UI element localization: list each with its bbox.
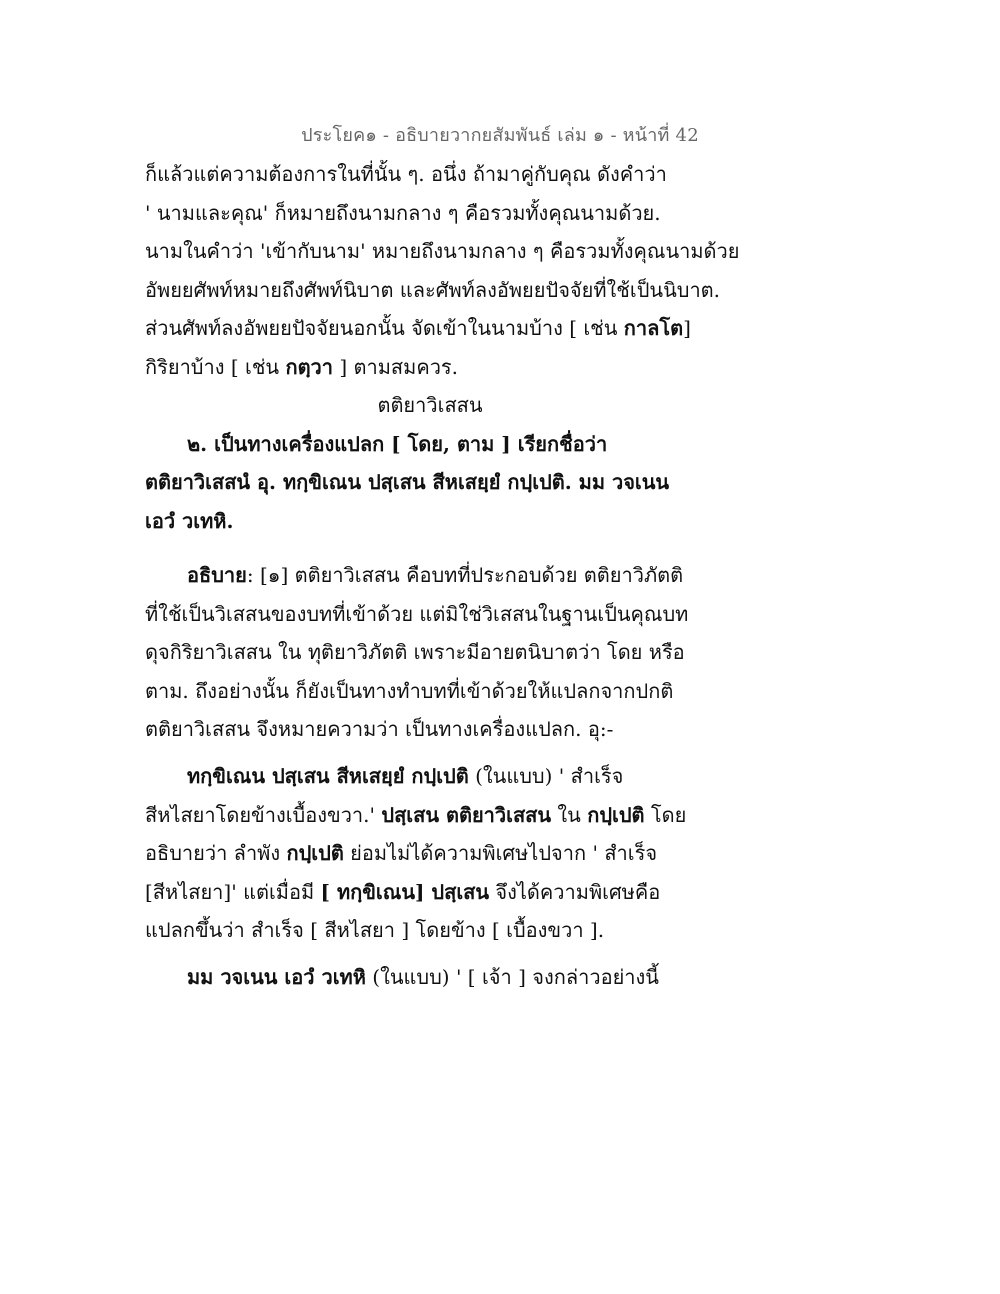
explanation-line-4: ตาม. ถึงอย่างนั้น ก็ยังเป็นทางทำบทที่เข้าด้วยให้แปลกจากปกติ bbox=[145, 679, 674, 703]
rule-text: ๒. เป็นทางเครื่องแปลก [ โดย, ตาม ] เรียกชื่อว่า bbox=[187, 432, 608, 456]
text-run: (ในแบบ) ' [ เจ้า ] จงกล่าวอย่างนี้ bbox=[365, 965, 659, 989]
pali-term: กาลโต bbox=[623, 316, 684, 340]
section-title: ตติยาวิเสสน bbox=[377, 393, 483, 417]
body-line-1: ก็แล้วแต่ความต้องการในที่นั้น ๆ. อนึ่ง ถ้ามาคู่กับคุณ ดังคำว่า bbox=[145, 162, 667, 186]
rule-heading bbox=[187, 430, 607, 458]
text-run: (ในแบบ) ' สำเร็จ bbox=[468, 764, 624, 788]
body-line-4: อัพยยศัพท์หมายถึงศัพท์นิบาต และศัพท์ลงอัพยยปัจจัยที่ใช้เป็นนิบาต. bbox=[145, 278, 721, 302]
example-line-1 bbox=[187, 762, 623, 790]
pali-term: มม วจเนน เอวํ วเทหิ bbox=[187, 965, 366, 989]
body-line-2: ' นามและคุณ' ก็หมายถึงนามกลาง ๆ คือรวมทั้งคุณนามด้วย. bbox=[145, 201, 661, 225]
pali-term: [ ทกฺขิเณน] ปสฺเสน bbox=[320, 880, 490, 904]
pali-term: ทกฺขิเณน ปสฺเสน สีหเสยฺยํ กปฺเปติ bbox=[187, 764, 469, 788]
rule-text: ตติยาวิเสสนํ อุ. ทกฺขิเณน ปสฺเสน สีหเสยฺยํ กปฺเปติ. มม วจเนน bbox=[145, 470, 670, 494]
pali-term: ปสฺเสน ตติยาวิเสสน bbox=[381, 803, 552, 827]
text-run: โดย bbox=[644, 803, 687, 827]
text-run: ใน bbox=[551, 803, 588, 827]
example-line-5: แปลกขึ้นว่า สำเร็จ [ สีหไสยา ] โดยข้าง [ เบื้องขวา ]. bbox=[145, 918, 605, 942]
body-line-6 bbox=[145, 353, 458, 381]
rule-example-line-1 bbox=[145, 468, 669, 496]
body-line-3: นามในคำว่า 'เข้ากับนาม' หมายถึงนามกลาง ๆ คือรวมทั้งคุณนามด้วย bbox=[145, 239, 740, 263]
explanation-line-3: ดุจกิริยาวิเสสน ใน ทุติยาวิภัตติ เพราะมีอายตนิบาตว่า โดย หรือ bbox=[145, 640, 685, 664]
text-run: : [๑] ตติยาวิเสสน คือบทที่ประกอบด้วย ตติยาวิภัตติ bbox=[246, 563, 684, 587]
text-run: ] ตามสมควร. bbox=[333, 355, 459, 379]
explanation-line-1 bbox=[187, 561, 683, 589]
text-run: ย่อมไม่ได้ความพิเศษไปจาก ' สำเร็จ bbox=[343, 841, 658, 865]
text-run: สีหไสยาโดยข้างเบื้องขวา.' bbox=[145, 803, 382, 827]
text-run: จึงได้ความพิเศษคือ bbox=[489, 880, 661, 904]
text-run: อธิบายว่า ลำพัง bbox=[145, 841, 287, 865]
pali-term: กปฺเปติ bbox=[587, 803, 645, 827]
text-run: กิริยาบ้าง [ เช่น bbox=[145, 355, 286, 379]
page-header: ประโยค๑ - อธิบายวากยสัมพันธ์ เล่ม ๑ - หน้าที่ 42 bbox=[301, 125, 699, 146]
example-line-6 bbox=[187, 963, 659, 991]
example-line-2 bbox=[145, 801, 686, 829]
text-run: ส่วนศัพท์ลงอัพยยปัจจัยนอกนั้น จัดเข้าในนามบ้าง [ เช่น bbox=[145, 316, 624, 340]
explanation-label: อธิบาย bbox=[187, 563, 247, 587]
rule-example-line-2 bbox=[145, 507, 233, 535]
text-run: [สีหไสยา]' แต่เมื่อมี bbox=[145, 880, 321, 904]
rule-text: เอวํ วเทหิ. bbox=[145, 509, 234, 533]
body-line-5 bbox=[145, 314, 691, 342]
explanation-line-5: ตติยาวิเสสน จึงหมายความว่า เป็นทางเครื่องแปลก. อุ:- bbox=[145, 717, 614, 741]
text-run: ] bbox=[683, 316, 691, 340]
pali-term: กปฺเปติ bbox=[286, 841, 344, 865]
pali-term: กตฺวา bbox=[285, 355, 334, 379]
explanation-line-2: ที่ใช้เป็นวิเสสนของบทที่เข้าด้วย แต่มิใช่วิเสสนในฐานเป็นคุณบท bbox=[145, 602, 689, 626]
example-line-3 bbox=[145, 839, 657, 867]
example-line-4 bbox=[145, 878, 660, 906]
